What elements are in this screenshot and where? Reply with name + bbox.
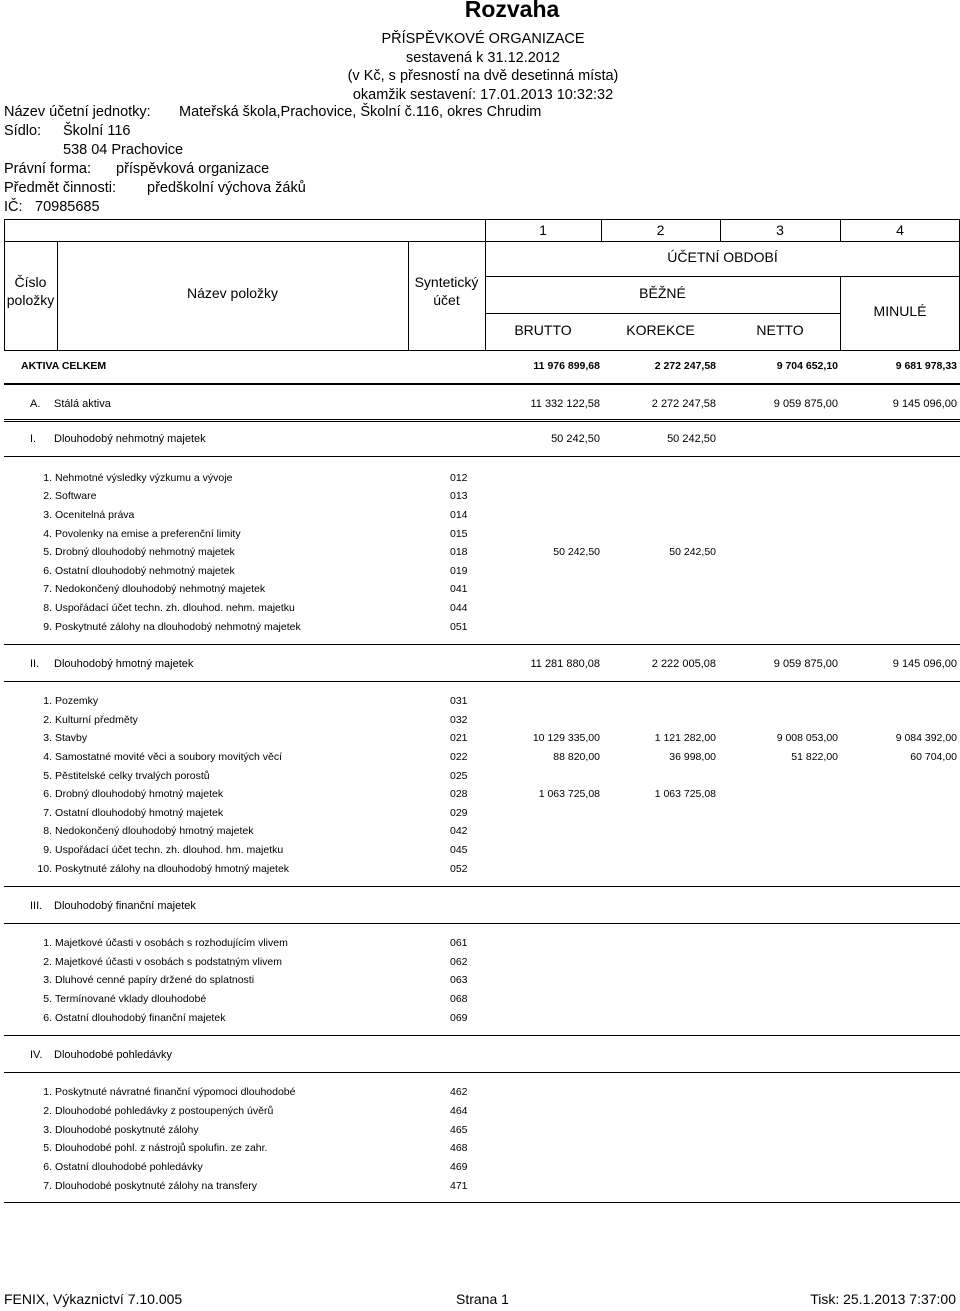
row-name: Pozemky (55, 695, 99, 707)
row-name: Nedokončený dlouhodobý hmotný majetek (55, 825, 254, 837)
row-separator (4, 1072, 960, 1073)
table-row (0, 602, 960, 620)
org-legal-value: příspěvková organizace (116, 161, 270, 177)
col-number-4: 4 (896, 222, 904, 238)
row-name: Kulturní předměty (55, 714, 138, 726)
row-number: 2. (43, 490, 52, 502)
row-name: Dlouhodobý hmotný majetek (54, 658, 194, 670)
row-account: 051 (450, 621, 468, 633)
row-number: 9. (43, 844, 52, 856)
row-number: A. (30, 398, 41, 410)
row-account: 014 (450, 509, 468, 521)
row-name: Uspořádací účet techn. zh. dlouhod. hm. majetku (55, 844, 284, 856)
table-row (0, 546, 960, 564)
header-current: BĚŽNÉ (639, 285, 686, 301)
row-name: Dlouhodobé poskytnuté zálohy na transfery (55, 1180, 257, 1192)
row-name: Ocenitelná práva (55, 509, 135, 521)
row-account: 022 (450, 751, 468, 763)
row-number: 5. (43, 1142, 52, 1154)
row-number: 7. (43, 1180, 52, 1192)
row-korekce: 50 242,50 (667, 433, 716, 445)
footer-software: FENIX, Výkaznictví 7.10.005 (4, 1291, 183, 1307)
row-account: 471 (450, 1180, 468, 1192)
table-row (0, 844, 960, 862)
row-number: 10. (37, 863, 52, 875)
row-separator (4, 421, 960, 422)
org-ico-label: IČ: (4, 199, 23, 215)
row-account: 029 (450, 807, 468, 819)
row-name: Software (55, 490, 97, 502)
row-name: AKTIVA CELKEM (21, 360, 107, 372)
header-item-name: Název položky (186, 285, 279, 301)
row-number: 7. (43, 807, 52, 819)
footer-printed: Tisk: 25.1.2013 7:37:00 (810, 1291, 956, 1307)
row-number: 1. (43, 1086, 52, 1098)
row-name: Poskytnuté návratné finanční výpomoci dlouhodobé (55, 1086, 296, 1098)
row-number: 8. (43, 825, 52, 837)
org-activity-label: Předmět činnosti: (4, 180, 117, 196)
row-number: 5. (43, 993, 52, 1005)
row-netto: 9 008 053,00 (776, 732, 838, 744)
row-number: III. (30, 900, 43, 912)
row-korekce: 36 998,00 (669, 751, 716, 763)
row-number: 7. (43, 583, 52, 595)
org-legal-label: Právní forma: (4, 161, 92, 177)
row-number: I. (30, 433, 37, 445)
table-row (0, 863, 960, 881)
table-row (0, 695, 960, 713)
org-seat-line2: 538 04 Prachovice (63, 142, 184, 158)
row-account: 061 (450, 937, 468, 949)
org-seat-line1: Školní 116 (63, 123, 131, 139)
table-row (0, 565, 960, 583)
table-row (0, 621, 960, 639)
table-row (0, 490, 960, 508)
row-name: Ostatní dlouhodobý finanční majetek (55, 1012, 226, 1024)
row-number: 2. (43, 1105, 52, 1117)
table-row (0, 1105, 960, 1123)
row-number: 6. (43, 565, 52, 577)
report-subtitle-3: (v Kč, s přesností na dvě desetinná místa) (347, 68, 619, 84)
header-item-no-2: položky (6, 292, 55, 308)
row-name: Dlouhodobé pohledávky (54, 1049, 173, 1061)
row-number: 8. (43, 602, 52, 614)
row-account: 468 (450, 1142, 468, 1154)
row-account: 469 (450, 1161, 468, 1173)
row-number: 6. (43, 1012, 52, 1024)
row-number: 1. (43, 472, 52, 484)
table-row (0, 751, 960, 769)
table-row (0, 714, 960, 732)
row-name: Drobný dlouhodobý nehmotný majetek (55, 546, 235, 558)
report-subtitle-2: sestavená k 31.12.2012 (406, 50, 560, 66)
row-number: 3. (43, 974, 52, 986)
row-name: Ostatní dlouhodobé pohledávky (55, 1161, 203, 1173)
org-name-label: Název účetní jednotky: (4, 104, 151, 120)
row-netto: 9 059 875,00 (773, 658, 838, 670)
org-ico-value: 70985685 (35, 199, 100, 215)
table-row (0, 1180, 960, 1198)
row-number: IV. (30, 1049, 43, 1061)
org-name-value: Mateřská škola,Prachovice, Školní č.116, okres Chrudim (179, 104, 542, 120)
row-number: 2. (43, 714, 52, 726)
section-row (0, 658, 960, 676)
row-name: Pěstitelské celky trvalých porostů (55, 770, 210, 782)
section-row (0, 433, 960, 451)
row-name: Samostatné movité věci a soubory movitých věcí (55, 751, 283, 763)
section-row (0, 1049, 960, 1067)
row-name: Stavby (55, 732, 88, 744)
row-account: 462 (450, 1086, 468, 1098)
row-brutto: 10 129 335,00 (532, 732, 600, 744)
row-netto: 9 059 875,00 (773, 398, 838, 410)
row-separator (4, 886, 960, 887)
row-brutto: 11 332 122,58 (530, 398, 600, 410)
row-brutto: 1 063 725,08 (538, 788, 600, 800)
total-row (0, 360, 960, 378)
row-name: Poskytnuté zálohy na dlouhodobý hmotný majetek (55, 863, 290, 875)
table-row (0, 472, 960, 490)
section-row (0, 900, 960, 918)
row-account: 041 (450, 583, 468, 595)
row-account: 032 (450, 714, 468, 726)
row-name: Termínované vklady dlouhodobé (55, 993, 207, 1005)
row-name: Dlouhodobé pohledávky z postoupených úvěrů (55, 1105, 274, 1117)
row-name: Stálá aktiva (54, 398, 111, 410)
row-account: 068 (450, 993, 468, 1005)
row-brutto: 88 820,00 (553, 751, 600, 763)
table-row (0, 807, 960, 825)
row-minule: 60 704,00 (910, 751, 957, 763)
section-row (0, 398, 960, 416)
row-number: 4. (43, 528, 52, 540)
table-row (0, 937, 960, 955)
header-account-1: Syntetický (414, 274, 479, 290)
table-row (0, 993, 960, 1011)
row-separator (4, 456, 960, 457)
row-number: 3. (43, 509, 52, 521)
row-account: 015 (450, 528, 468, 540)
row-korekce: 2 272 247,58 (654, 360, 716, 372)
row-account: 018 (450, 546, 468, 558)
table-row (0, 1124, 960, 1142)
row-account: 019 (450, 565, 468, 577)
row-netto: 9 704 652,10 (776, 360, 838, 372)
header-korekce: KOREKCE (626, 322, 695, 338)
row-account: 465 (450, 1124, 468, 1136)
row-name: Majetkové účasti v osobách s podstatným vlivem (55, 956, 283, 968)
col-number-1: 1 (539, 222, 547, 238)
org-seat-label: Sídlo: (4, 123, 42, 139)
table-row (0, 732, 960, 750)
row-account: 012 (450, 472, 468, 484)
row-account: 069 (450, 1012, 468, 1024)
row-account: 045 (450, 844, 468, 856)
row-account: 063 (450, 974, 468, 986)
row-name: Uspořádací účet techn. zh. dlouhod. nehm. majetku (55, 602, 295, 614)
header-netto: NETTO (756, 322, 804, 338)
row-name: Ostatní dlouhodobý hmotný majetek (55, 807, 224, 819)
org-activity-value: předškolní výchova žáků (147, 180, 306, 196)
row-account: 028 (450, 788, 468, 800)
col-number-3: 3 (776, 222, 784, 238)
col-number-2: 2 (656, 222, 665, 238)
row-number: 3. (43, 1124, 52, 1136)
row-account: 464 (450, 1105, 468, 1117)
report-subtitle-4: okamžik sestavení: 17.01.2013 10:32:32 (352, 87, 614, 103)
table-row (0, 974, 960, 992)
table-row (0, 509, 960, 527)
row-number: 5. (43, 770, 52, 782)
row-number: II. (30, 658, 40, 670)
table-row (0, 1161, 960, 1179)
row-name: Poskytnuté zálohy na dlouhodobý nehmotný majetek (55, 621, 301, 633)
row-number: 2. (43, 956, 52, 968)
table-row (0, 1012, 960, 1030)
footer-page: Strana 1 (456, 1291, 509, 1307)
row-separator (4, 419, 960, 420)
row-account: 025 (450, 770, 468, 782)
row-name: Dlouhodobé poskytnuté zálohy (55, 1124, 199, 1136)
row-account: 044 (450, 602, 468, 614)
row-name: Majetkové účasti v osobách s rozhodujícím vlivem (55, 937, 288, 949)
row-korekce: 1 063 725,08 (654, 788, 716, 800)
table-row (0, 528, 960, 546)
row-number: 1. (43, 937, 52, 949)
row-number: 5. (43, 546, 52, 558)
row-separator (4, 681, 960, 682)
table-row (0, 956, 960, 974)
header-period: ÚČETNÍ OBDOBÍ (667, 249, 778, 265)
row-number: 1. (43, 695, 52, 707)
row-brutto: 11 281 880,08 (530, 658, 600, 670)
header-account-2: účet (433, 292, 460, 308)
header-brutto: BRUTTO (514, 322, 572, 338)
row-number: 4. (43, 751, 52, 763)
row-korekce: 50 242,50 (669, 546, 716, 558)
row-korekce: 2 222 005,08 (651, 658, 716, 670)
row-account: 021 (450, 732, 468, 744)
report-subtitle-1: PŘÍSPĚVKOVÉ ORGANIZACE (381, 31, 585, 47)
table-row (0, 583, 960, 601)
header-minule: MINULÉ (873, 303, 927, 319)
row-name: Dlouhodobé pohl. z nástrojů spolufin. ze zahr. (55, 1142, 268, 1154)
row-number: 9. (43, 621, 52, 633)
row-minule: 9 681 978,33 (895, 360, 957, 372)
row-name: Dlouhodobý nehmotný majetek (54, 433, 206, 445)
row-account: 062 (450, 956, 468, 968)
report-title: Rozvaha (464, 0, 560, 22)
table-row (0, 1142, 960, 1160)
table-row (0, 788, 960, 806)
row-number: 3. (43, 732, 52, 744)
row-brutto: 50 242,50 (553, 546, 600, 558)
row-name: Ostatní dlouhodobý nehmotný majetek (55, 565, 235, 577)
row-name: Dlouhodobý finanční majetek (54, 900, 196, 912)
row-name: Povolenky na emise a preferenční limity (55, 528, 241, 540)
row-name: Nedokončený dlouhodobý nehmotný majetek (55, 583, 266, 595)
row-separator (4, 1035, 960, 1036)
row-number: 6. (43, 1161, 52, 1173)
row-account: 031 (450, 695, 468, 707)
header-item-no-1: Číslo (14, 274, 47, 290)
row-number: 6. (43, 788, 52, 800)
row-name: Nehmotné výsledky výzkumu a vývoje (55, 472, 233, 484)
row-minule: 9 084 392,00 (895, 732, 957, 744)
row-account: 042 (450, 825, 468, 837)
row-korekce: 2 272 247,58 (651, 398, 716, 410)
row-name: Dluhové cenné papíry držené do splatnosti (55, 974, 255, 986)
row-netto: 51 822,00 (791, 751, 838, 763)
row-separator (4, 384, 960, 385)
row-brutto: 50 242,50 (551, 433, 600, 445)
table-row (0, 770, 960, 788)
row-account: 052 (450, 863, 468, 875)
row-account: 013 (450, 490, 468, 502)
table-row (0, 825, 960, 843)
table-bottom-line (4, 1202, 960, 1203)
row-minule: 9 145 096,00 (892, 398, 957, 410)
table-row (0, 1086, 960, 1104)
row-separator (4, 644, 960, 645)
row-minule: 9 145 096,00 (892, 658, 957, 670)
row-name: Drobný dlouhodobý hmotný majetek (55, 788, 224, 800)
row-separator (4, 923, 960, 924)
row-korekce: 1 121 282,00 (654, 732, 716, 744)
row-brutto: 11 976 899,68 (533, 360, 600, 372)
